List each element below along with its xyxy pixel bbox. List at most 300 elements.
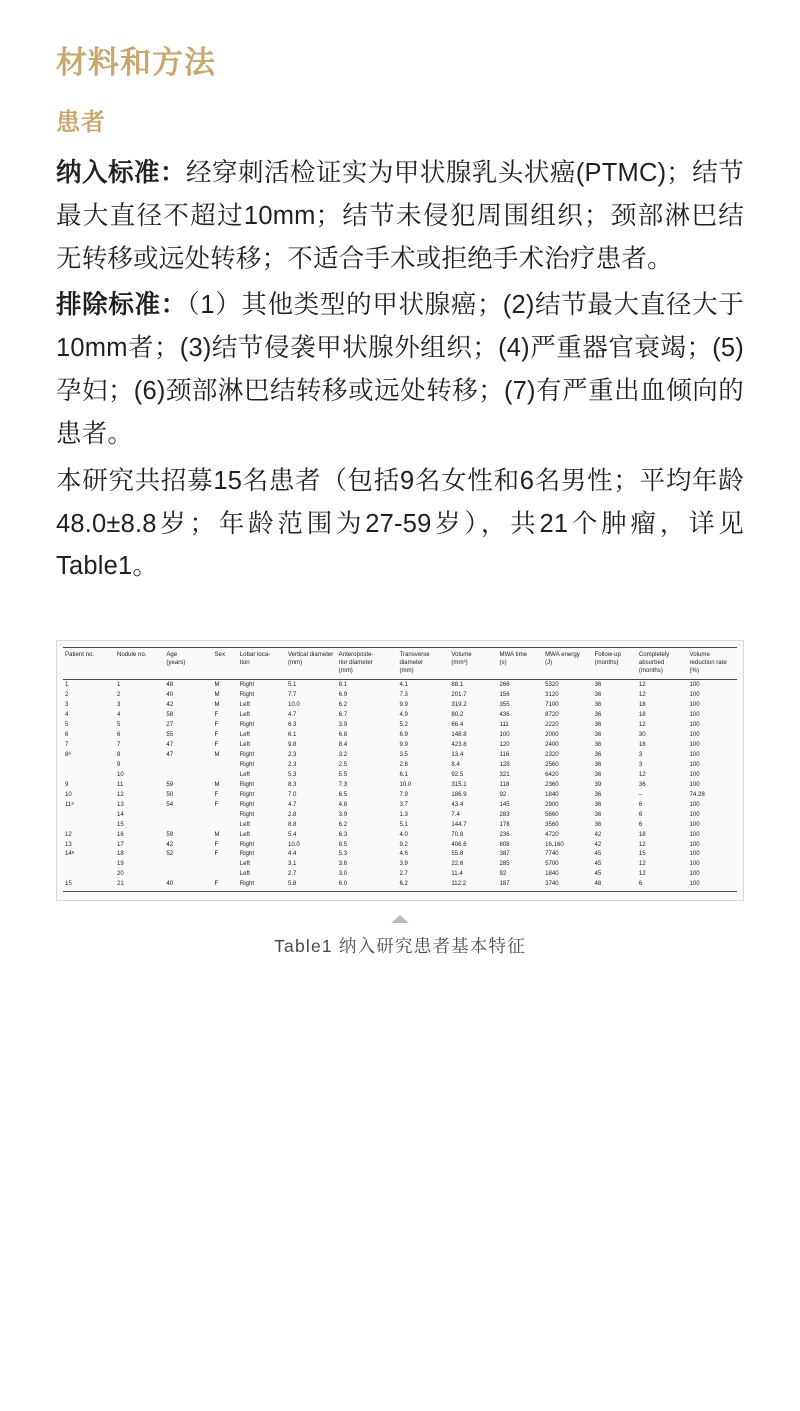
table-cell: F xyxy=(214,730,219,738)
table-cell: F xyxy=(214,790,219,798)
section-subtitle: 患者 xyxy=(56,109,106,137)
table-cell: 36 xyxy=(594,760,602,768)
table-row xyxy=(63,819,737,829)
table-cell: 55.8 xyxy=(451,850,464,858)
table-cell: Left xyxy=(239,830,250,838)
table-cell: 47 xyxy=(166,750,174,758)
table-cell: 13.4 xyxy=(451,750,464,758)
table-cell: Left xyxy=(239,820,250,828)
table-cell: 3.9 xyxy=(338,810,348,818)
table-cell: 315.1 xyxy=(451,780,467,788)
table-cell: 3.9 xyxy=(399,860,408,868)
table-cell: 156 xyxy=(499,690,510,698)
table-cell: Left xyxy=(239,740,250,748)
table-cell: 2320 xyxy=(545,750,559,758)
table-cell: 100 xyxy=(689,830,700,838)
table-cell: 387 xyxy=(499,850,510,858)
table-cell: 43.4 xyxy=(451,800,464,808)
table-cell: Left xyxy=(239,860,250,868)
table-cell: Right xyxy=(239,840,255,848)
table-cell xyxy=(212,869,237,879)
table-cell xyxy=(164,869,212,879)
table-cell: 2 xyxy=(116,690,121,698)
table-cell: 13 xyxy=(65,840,72,848)
table-cell: 6 xyxy=(638,810,643,818)
table-cell: 22.6 xyxy=(451,860,464,868)
table-cell: 1840 xyxy=(545,870,559,878)
table-row xyxy=(63,839,737,849)
table-cell: 4.7 xyxy=(287,800,297,808)
table-cell: M xyxy=(214,830,220,838)
table-cell: Right xyxy=(239,850,255,858)
table-cell xyxy=(164,760,212,770)
table-row xyxy=(63,700,737,710)
table-cell: 74.28 xyxy=(689,790,705,798)
table-cell: 100 xyxy=(689,840,700,848)
table-cell: 6.7 xyxy=(338,710,348,718)
table-cell: M xyxy=(214,700,220,708)
table-cell: 3.9 xyxy=(338,720,348,728)
table-cell: 36 xyxy=(638,780,646,788)
table-cell: 2220 xyxy=(545,720,559,728)
table-cell: 4720 xyxy=(545,830,559,838)
table-cell: 5.8 xyxy=(286,879,337,891)
table-cell: 36 xyxy=(594,700,602,708)
table-cell: 92 xyxy=(499,790,507,798)
table-cell: 3.1 xyxy=(287,860,297,868)
table-header-row xyxy=(63,648,737,679)
table-cell: 100 xyxy=(689,680,700,688)
table-cell: 6.2 xyxy=(338,820,348,828)
paragraph-body-inclusion: 经穿刺活检证实为甲状腺乳头状癌(PTMC)；结节最大直径不超过10mm；结节未侵犯周围组织；颈部淋巴结无转移或远处转移；不适合手术或拒绝手术治疗患者。 xyxy=(56,158,744,273)
table-cell: 100 xyxy=(689,720,700,728)
table-cell: 5 xyxy=(116,720,121,728)
table-cell: 5.1 xyxy=(287,680,297,688)
table-cell: 2400 xyxy=(545,740,559,748)
table-cell: 18 xyxy=(116,850,124,858)
table-cell: 12 xyxy=(638,840,646,848)
table-cell: 9 xyxy=(116,760,121,768)
table-head xyxy=(63,648,737,679)
table-cell: 3 xyxy=(638,760,643,768)
table-cell: 40 xyxy=(166,690,174,698)
table-cell: 1 xyxy=(65,680,69,688)
table-row xyxy=(63,789,737,799)
table-cell: 436 xyxy=(499,710,510,718)
table-cell: 20 xyxy=(116,870,124,878)
table-cell: 12 xyxy=(638,770,646,778)
table-cell: 59 xyxy=(166,830,174,838)
figure-table1 xyxy=(56,640,744,958)
table-cell: F xyxy=(212,879,237,891)
table-cell: 5660 xyxy=(545,810,559,818)
table-cell: 15 xyxy=(638,850,646,858)
table-cell: 17 xyxy=(116,840,124,848)
table-cell xyxy=(212,819,237,829)
table-column-header: Lobar loca- tion xyxy=(238,648,286,679)
table-cell: 7.3 xyxy=(399,690,408,698)
table-cell: 7.9 xyxy=(399,790,408,798)
table-column-header: Transverse diameter (mm) xyxy=(397,648,449,679)
table-cell: 80.2 xyxy=(451,710,464,718)
table-column-header: Follow-up (months) xyxy=(593,648,637,679)
table-cell: 14 xyxy=(116,810,124,818)
table-cell: 2360 xyxy=(545,780,559,788)
table-cell: 112.2 xyxy=(449,879,497,891)
paragraph-lead-exclusion: 排除标准： xyxy=(56,291,187,320)
table-row xyxy=(63,859,737,869)
table-cell: 266 xyxy=(499,680,510,688)
table-cell: F xyxy=(214,740,219,748)
table-cell: 11ᵃ xyxy=(65,800,74,808)
table-cell: 14ᵃ xyxy=(65,850,75,858)
table-container xyxy=(56,640,744,901)
table-cell: 16,160 xyxy=(545,840,564,848)
table-cell: 8.1 xyxy=(338,680,348,688)
table-cell: M xyxy=(214,680,220,688)
table-column-header: Volume reduction rate (%) xyxy=(688,648,737,679)
table-cell xyxy=(212,760,237,770)
table-cell: 36 xyxy=(594,800,602,808)
table-cell: 3560 xyxy=(545,820,559,828)
table-cell: F xyxy=(214,720,219,728)
table-column-header: Patient no. xyxy=(63,648,115,679)
table-cell: 4.7 xyxy=(287,710,297,718)
table-cell: 321 xyxy=(499,770,510,778)
paragraph-cohort-summary xyxy=(56,460,744,588)
table-cell: 100 xyxy=(689,690,700,698)
table-cell: 11 xyxy=(116,780,124,788)
table-cell: Left xyxy=(239,730,250,738)
table-body xyxy=(63,679,737,892)
table-row xyxy=(63,740,737,750)
table-cell: 48 xyxy=(593,879,637,891)
table-cell: Right xyxy=(239,720,255,728)
table-cell: 36 xyxy=(594,810,602,818)
table-cell: 45 xyxy=(594,860,602,868)
table-cell: 27 xyxy=(166,720,174,728)
table-cell: 7 xyxy=(116,740,121,748)
table-row xyxy=(63,690,737,700)
table-cell xyxy=(212,809,237,819)
table-cell xyxy=(164,770,212,780)
patient-characteristics-table xyxy=(63,647,737,892)
table-cell: 186.9 xyxy=(451,790,467,798)
table-cell: 5.3 xyxy=(287,770,297,778)
table-cell: Left xyxy=(239,870,250,878)
table-cell: 3 xyxy=(638,750,643,758)
table-cell: 100 xyxy=(689,810,700,818)
table-cell: 178 xyxy=(499,820,510,828)
table-cell: 2.8 xyxy=(287,810,297,818)
table-column-header: Completely absorbed (months) xyxy=(637,648,688,679)
table-row xyxy=(63,679,737,689)
table-cell: 319.2 xyxy=(451,700,467,708)
table-cell xyxy=(212,770,237,780)
table-cell: 50 xyxy=(166,790,174,798)
table-row xyxy=(63,780,737,790)
table-cell: 100 xyxy=(499,730,510,738)
table-row xyxy=(63,869,737,879)
table-cell xyxy=(63,770,115,780)
table-cell: 5.4 xyxy=(287,830,297,838)
table-cell: Right xyxy=(238,879,286,891)
table-cell: 808 xyxy=(499,840,510,848)
table-cell: 3120 xyxy=(545,690,559,698)
table-row xyxy=(63,720,737,730)
table-cell: 36 xyxy=(594,710,602,718)
table-cell: 45 xyxy=(594,870,602,878)
table-cell: 100 xyxy=(689,800,700,808)
table-cell: 6420 xyxy=(545,770,559,778)
table-column-header: Vertical diameter (mm) xyxy=(286,648,337,679)
table-cell: 6.9 xyxy=(338,690,348,698)
table-cell: 4 xyxy=(116,710,121,718)
table-cell: 100 xyxy=(689,820,700,828)
table-cell: 1 xyxy=(116,680,121,688)
table-cell: 42 xyxy=(594,830,602,838)
table-cell: 8.5 xyxy=(338,840,348,848)
table-cell: 144.7 xyxy=(451,820,467,828)
table-cell xyxy=(63,819,115,829)
table-cell: 8720 xyxy=(545,710,559,718)
table-cell: 8.4 xyxy=(451,760,460,768)
table-cell: 6.2 xyxy=(338,700,348,708)
table-cell: 70.8 xyxy=(451,830,464,838)
table-cell: 47 xyxy=(166,740,174,748)
table-cell: 6.1 xyxy=(287,730,297,738)
table-cell: 36 xyxy=(594,740,602,748)
table-cell: 21 xyxy=(115,879,164,891)
table-column-header: Sex xyxy=(212,648,237,679)
table-cell: 145 xyxy=(499,800,510,808)
table-cell: 59 xyxy=(166,780,174,788)
table-cell: 18 xyxy=(638,700,646,708)
table-cell: 2.3 xyxy=(287,750,297,758)
table-cell: 4.8 xyxy=(338,800,348,808)
table-cell: 100 xyxy=(689,850,700,858)
table-cell: Left xyxy=(239,700,250,708)
table-cell: 100 xyxy=(689,780,700,788)
table-cell: 406.6 xyxy=(451,840,467,848)
table-cell: 7100 xyxy=(545,700,559,708)
table-cell: 7 xyxy=(65,740,69,748)
table-cell: 19 xyxy=(116,860,124,868)
table-cell: 283 xyxy=(499,810,510,818)
table-cell: 12 xyxy=(116,790,124,798)
table-cell: 201.7 xyxy=(451,690,467,698)
figure-caption: Table1 纳入研究患者基本特征 xyxy=(274,936,526,957)
table-cell: 6.8 xyxy=(338,730,348,738)
table-cell: 8.8 xyxy=(287,820,297,828)
table-cell: M xyxy=(214,750,220,758)
table-cell: 100 xyxy=(688,879,737,891)
table-row xyxy=(63,799,737,809)
table-cell: 6.0 xyxy=(337,879,398,891)
table-cell xyxy=(164,819,212,829)
paragraph-exclusion-criteria xyxy=(56,284,744,455)
table-cell: F xyxy=(214,710,219,718)
table-cell: 2.3 xyxy=(287,760,297,768)
table-cell: 2900 xyxy=(545,800,559,808)
table-cell: 2.7 xyxy=(399,870,408,878)
table-cell: 236 xyxy=(499,830,510,838)
table-cell: F xyxy=(214,800,219,808)
table-cell: 18 xyxy=(638,830,646,838)
table-cell: 100 xyxy=(689,740,700,748)
table-cell: 100 xyxy=(689,860,700,868)
table-cell: 12 xyxy=(638,720,646,728)
table-cell: 6.5 xyxy=(338,790,348,798)
table-cell: 5700 xyxy=(545,860,559,868)
table-cell: – xyxy=(638,790,643,798)
table-cell: F xyxy=(214,850,219,858)
table-row xyxy=(63,809,737,819)
table-cell: 66.4 xyxy=(451,720,464,728)
table-cell: 5320 xyxy=(545,680,559,688)
table-cell: 2560 xyxy=(545,760,559,768)
table-cell: 45 xyxy=(594,850,602,858)
table-cell: 11.4 xyxy=(451,870,463,878)
table-cell: 3.2 xyxy=(338,750,348,758)
table-cell: 8 xyxy=(116,750,121,758)
table-column-header: Volume (mm³) xyxy=(449,648,497,679)
table-cell: 58 xyxy=(166,710,174,718)
table-cell: 18 xyxy=(638,710,646,718)
table-cell: 15 xyxy=(116,820,124,828)
table-cell: 40 xyxy=(164,879,212,891)
paragraph-lead-inclusion: 纳入标准： xyxy=(56,158,186,187)
table-cell: 13 xyxy=(116,800,124,808)
table-cell: 8.4 xyxy=(338,740,348,748)
table-cell: 116 xyxy=(499,750,510,758)
table-row xyxy=(63,710,737,720)
table-cell: 55 xyxy=(166,730,174,738)
table-column-header: Age (years) xyxy=(164,648,212,679)
table-column-header: Nodule no. xyxy=(115,648,164,679)
table-cell: 7.7 xyxy=(287,690,297,698)
table-row xyxy=(63,849,737,859)
table-column-header: MWA energy (J) xyxy=(543,648,592,679)
table-cell: 100 xyxy=(689,750,700,758)
table-cell: 15 xyxy=(63,879,115,891)
table-row xyxy=(63,770,737,780)
table-cell: 30 xyxy=(638,730,646,738)
table-cell: 92.5 xyxy=(451,770,464,778)
table-cell: 423.8 xyxy=(451,740,467,748)
table-cell: 36 xyxy=(594,680,602,688)
table-cell: Right xyxy=(239,750,255,758)
table-cell: 100 xyxy=(689,710,700,718)
table-cell xyxy=(63,859,115,869)
table-cell: 2.5 xyxy=(338,760,348,768)
table-cell xyxy=(63,760,115,770)
table-cell: 9 xyxy=(65,780,69,788)
table-cell: 36 xyxy=(594,750,602,758)
table-cell: 88.1 xyxy=(451,680,464,688)
table-cell: 4.4 xyxy=(287,850,297,858)
table-cell: Right xyxy=(239,760,255,768)
table-cell: 36 xyxy=(594,790,602,798)
table-cell: 4.6 xyxy=(399,850,408,858)
table-cell: 2 xyxy=(65,690,69,698)
table-cell xyxy=(63,869,115,879)
table-row xyxy=(63,760,737,770)
table-cell: 8.3 xyxy=(287,780,297,788)
table-cell: 100 xyxy=(689,770,700,778)
table-cell xyxy=(63,809,115,819)
table-cell: 7740 xyxy=(545,850,559,858)
table-cell: 36 xyxy=(594,690,602,698)
table-cell: 128 xyxy=(499,760,510,768)
paragraph-inclusion-criteria xyxy=(56,152,744,280)
table-cell: 100 xyxy=(689,870,700,878)
page-title: 材料和方法 xyxy=(56,45,216,80)
table-cell: 8ᵃ xyxy=(65,750,71,758)
table-cell: 9.9 xyxy=(399,740,408,748)
table-cell: 1.3 xyxy=(399,810,408,818)
table-cell: 148.8 xyxy=(451,730,467,738)
table-cell: 42 xyxy=(166,840,174,848)
table-cell: 5.1 xyxy=(399,820,408,828)
table-cell: 111 xyxy=(499,720,509,728)
table-cell: 18 xyxy=(638,740,646,748)
table-cell: 6 xyxy=(637,879,688,891)
table-cell: 4.0 xyxy=(399,830,408,838)
table-cell: 6 xyxy=(65,730,69,738)
table-cell xyxy=(164,859,212,869)
table-cell: M xyxy=(214,780,220,788)
paragraph-body-cohort: 本研究共招募15名患者（包括9名女性和6名男性；平均年龄48.0±8.8岁；年龄范围为27-59岁），共21个肿瘤，详见Table1。 xyxy=(56,466,744,581)
table-cell: 6 xyxy=(116,730,121,738)
table-cell: 3740 xyxy=(543,879,592,891)
table-cell: 6.9 xyxy=(399,730,408,738)
table-cell: 187 xyxy=(498,879,544,891)
table-cell: 4 xyxy=(65,710,69,718)
table-cell: 10 xyxy=(116,770,124,778)
table-cell: Right xyxy=(239,810,255,818)
table-cell: 6.2 xyxy=(397,879,449,891)
table-cell: Left xyxy=(239,710,250,718)
table-cell: 100 xyxy=(689,700,700,708)
table-cell: 2000 xyxy=(545,730,559,738)
table-cell: 12 xyxy=(638,680,646,688)
table-cell: 9.2 xyxy=(399,840,408,848)
table-cell: 2.8 xyxy=(399,760,408,768)
table-cell: 3.0 xyxy=(338,870,348,878)
table-cell xyxy=(212,859,237,869)
table-column-header: Anteroposte- rior diameter (mm) xyxy=(337,648,398,679)
table-cell: 3.6 xyxy=(338,860,348,868)
paragraph-body-exclusion: （1）其他类型的甲状腺癌；(2)结节最大直径大于10mm者；(3)结节侵袭甲状腺外组织；(4)严重器官衰竭；(5)孕妇；(6)颈部淋巴结转移或远处转移；(7)有严重出血倾向的患者。 xyxy=(56,291,744,448)
table-cell: 12 xyxy=(638,860,646,868)
table-cell: Right xyxy=(239,680,255,688)
table-cell: F xyxy=(214,840,219,848)
table-cell: Right xyxy=(239,780,255,788)
table-cell: 36 xyxy=(594,720,602,728)
table-cell: 10.0 xyxy=(399,780,412,788)
table-cell: M xyxy=(214,690,220,698)
table-cell: 3.7 xyxy=(399,800,408,808)
table-cell: 36 xyxy=(594,820,602,828)
table-cell: 16 xyxy=(116,830,124,838)
table-cell: 3.5 xyxy=(399,750,408,758)
table-cell: 100 xyxy=(689,730,700,738)
table-cell: 9.8 xyxy=(287,740,297,748)
table-cell: 6.1 xyxy=(399,770,408,778)
table-cell: 7.4 xyxy=(451,810,460,818)
table-cell: 5 xyxy=(65,720,69,728)
